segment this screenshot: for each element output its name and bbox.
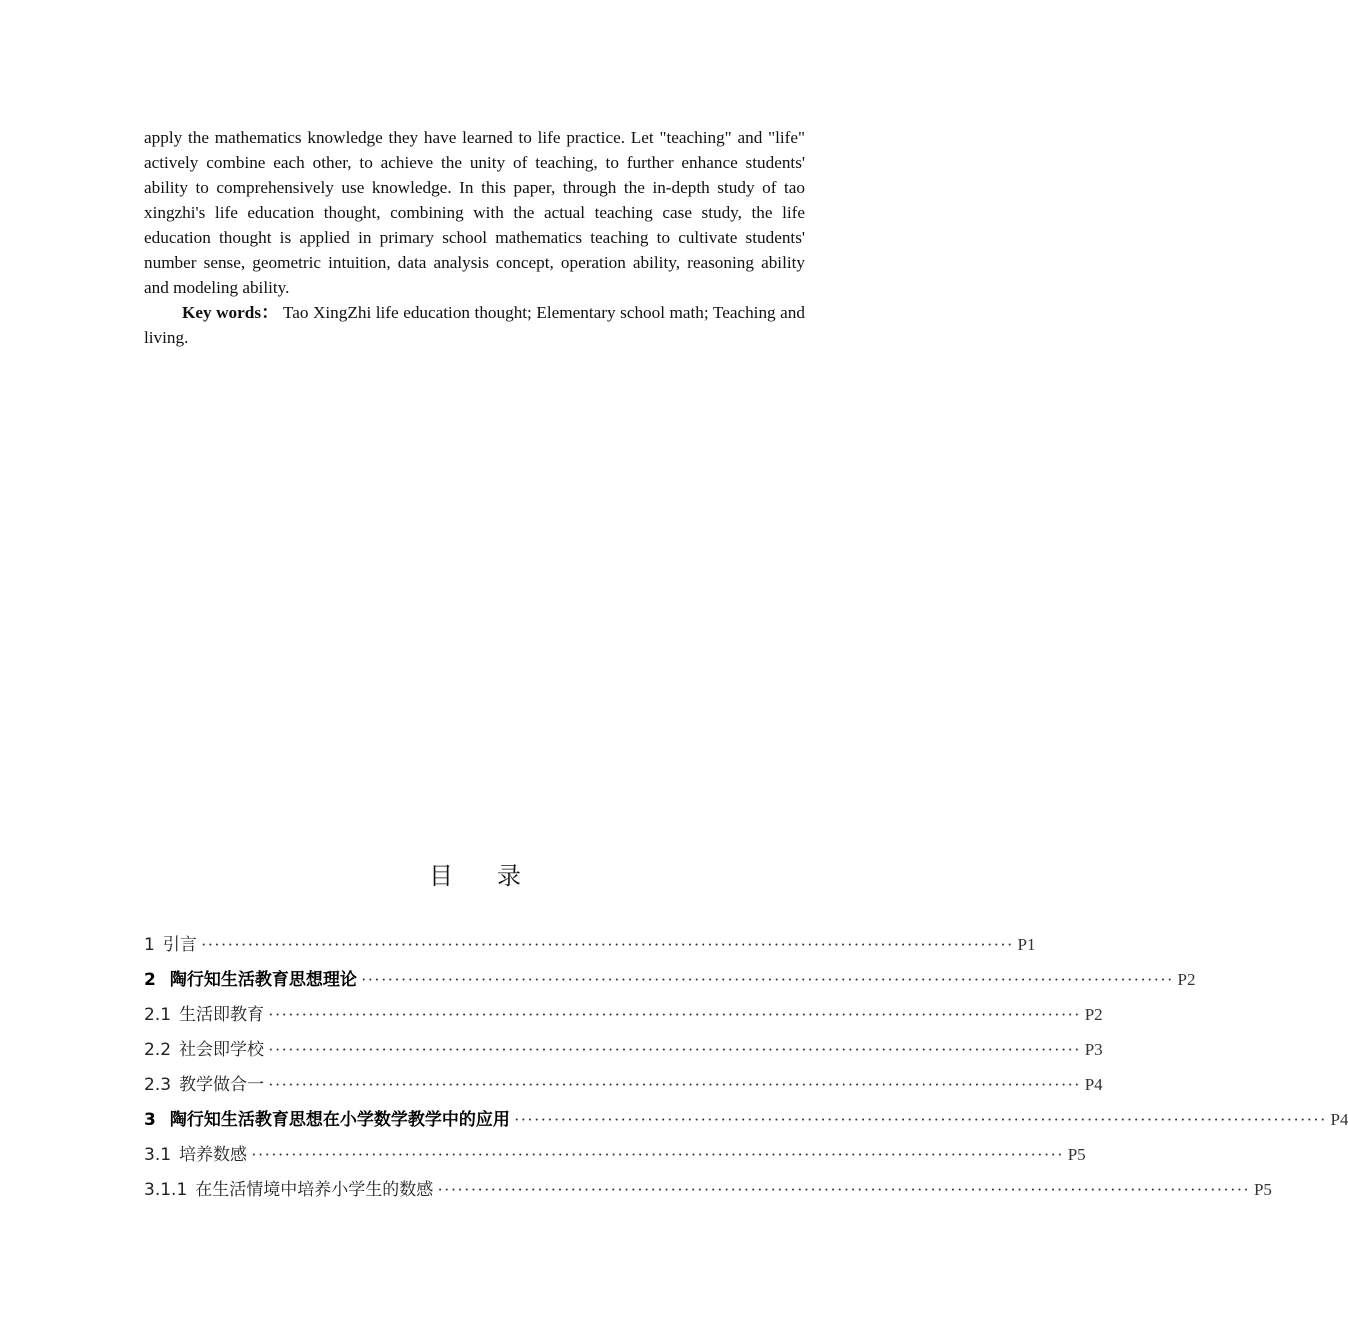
toc-entry-label: 陶行知生活教育思想在小学数学教学中的应用 xyxy=(169,1110,510,1130)
toc-entry-page: P4 xyxy=(1084,1075,1103,1094)
toc-entry-page: P5 xyxy=(1253,1180,1272,1199)
toc-entry-label: 培养数感 xyxy=(179,1145,248,1165)
toc-entry-2-2[interactable] xyxy=(144,1035,1103,1070)
toc-leader-dots: ·························································································································· xyxy=(268,1005,1081,1024)
toc-entry-2-3[interactable] xyxy=(144,1070,1103,1105)
toc-entry-number: 2.3 xyxy=(144,1075,172,1095)
toc-entry-label: 在生活情境中培养小学生的数感 xyxy=(195,1180,434,1200)
keywords-line xyxy=(144,300,805,350)
toc-leader-dots: ·························································································································· xyxy=(200,935,1014,954)
toc-title-left: 目 xyxy=(429,862,453,890)
toc-entry-2[interactable] xyxy=(144,965,1196,1000)
toc-leader-dots: ·························································································································· xyxy=(513,1110,1327,1129)
toc-entry-label: 社会即学校 xyxy=(179,1040,265,1060)
table-of-contents xyxy=(144,930,1348,1210)
abstract-body: apply the mathematics knowledge they have learned to life practice. Let "teaching" and "life" actively combine each other, to achieve the unity of teaching, to further enhance students' ability to comprehensively use knowledge. In this paper, through the in-depth study of tao xingzhi's life education thought, combining with the actual teaching case study, the life education thought is applied in primary school mathematics teaching to cultivate students' number sense, geometric intuition, data analysis concept, operation ability, reasoning ability and modeling ability. xyxy=(144,128,805,297)
toc-entry-3[interactable] xyxy=(144,1105,1348,1140)
toc-entry-3-1-1[interactable] xyxy=(144,1175,1272,1210)
toc-entry-page: P4 xyxy=(1330,1110,1348,1129)
toc-entry-label: 引言 xyxy=(162,935,197,955)
toc-title xyxy=(0,856,950,891)
toc-entry-label: 教学做合一 xyxy=(179,1075,265,1095)
keywords-label: Key words： xyxy=(182,303,279,322)
toc-entry-number: 1 xyxy=(144,935,155,955)
toc-entry-2-1[interactable] xyxy=(144,1000,1103,1035)
toc-entry-number: 3 xyxy=(144,1110,156,1130)
toc-title-right: 录 xyxy=(497,862,521,890)
toc-leader-dots: ·························································································································· xyxy=(360,970,1174,989)
toc-entry-1[interactable] xyxy=(144,930,1036,965)
toc-leader-dots: ·························································································································· xyxy=(268,1040,1081,1059)
toc-entry-number: 2 xyxy=(144,970,156,990)
toc-entry-number: 2.1 xyxy=(144,1005,172,1025)
toc-leader-dots: ·························································································································· xyxy=(268,1075,1081,1094)
toc-entry-page: P2 xyxy=(1084,1005,1103,1024)
toc-entry-number: 2.2 xyxy=(144,1040,172,1060)
toc-entry-label: 生活即教育 xyxy=(179,1005,265,1025)
toc-entry-page: P2 xyxy=(1177,970,1196,989)
abstract-section xyxy=(144,125,805,350)
toc-leader-dots: ·························································································································· xyxy=(251,1145,1064,1164)
toc-entry-page: P1 xyxy=(1017,935,1036,954)
toc-entry-page: P5 xyxy=(1067,1145,1086,1164)
toc-leader-dots: ·························································································································· xyxy=(437,1180,1250,1199)
toc-entry-3-1[interactable] xyxy=(144,1140,1086,1175)
toc-entry-label: 陶行知生活教育思想理论 xyxy=(169,970,357,990)
toc-entry-page: P3 xyxy=(1084,1040,1103,1059)
toc-entry-number: 3.1 xyxy=(144,1145,172,1165)
keywords-text: Tao XingZhi life education thought; Elementary school math; Teaching and living. xyxy=(144,303,805,347)
toc-entry-number: 3.1.1 xyxy=(144,1180,188,1200)
